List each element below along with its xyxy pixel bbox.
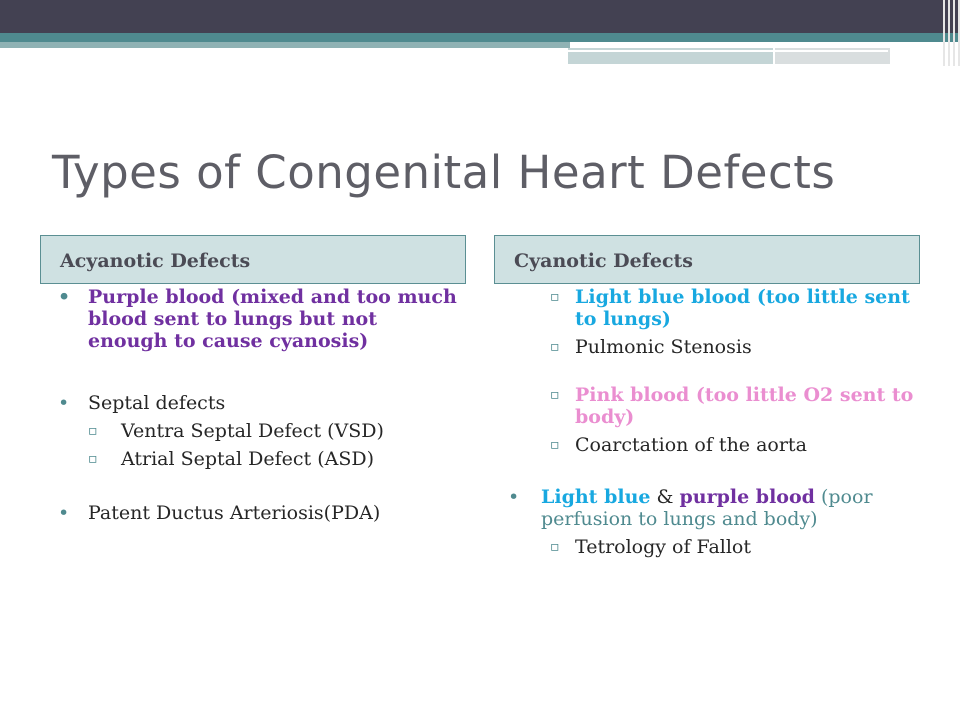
mixed-desc-text: (poor perfusion to lungs and body) bbox=[541, 486, 873, 530]
asd-item: ▫ Atrial Septal Defect (ASD) bbox=[58, 448, 458, 470]
pulmonic-stenosis-item: ▫ Pulmonic Stenosis bbox=[508, 336, 918, 358]
coarctation-item: ▫ Coarctation of the aorta bbox=[508, 434, 918, 456]
tetrology-item: ▫ Tetrology of Fallot bbox=[508, 536, 918, 558]
cyanotic-column bbox=[508, 286, 918, 558]
acyanotic-header: Acyanotic Defects bbox=[40, 235, 466, 284]
mixed-and-text: & bbox=[650, 486, 680, 508]
septal-defects-item: • Septal defects bbox=[58, 392, 458, 414]
purple-blood-item: • Purple blood (mixed and too much blood sent to lungs but not enough to cause cyanosis) bbox=[58, 286, 458, 352]
corner-stripes bbox=[930, 0, 960, 66]
mixed-light-blue-text: Light blue bbox=[541, 486, 651, 508]
acyanotic-column bbox=[58, 286, 458, 524]
top-teal-light-bar bbox=[0, 42, 570, 48]
top-white-line bbox=[568, 50, 888, 52]
top-teal-bar bbox=[0, 33, 960, 42]
vsd-item: ▫ Ventra Septal Defect (VSD) bbox=[58, 420, 458, 442]
light-blue-blood-item: ▫ Light blue blood (too little sent to lungs) bbox=[508, 286, 918, 330]
pda-item: • Patent Ductus Arteriosis(PDA) bbox=[58, 502, 458, 524]
mixed-purple-text: purple blood bbox=[679, 486, 815, 508]
slide-title: Types of Congenital Heart Defects bbox=[52, 146, 836, 199]
mixed-blood-item bbox=[508, 486, 918, 530]
cyanotic-header: Cyanotic Defects bbox=[494, 235, 920, 284]
top-dark-bar bbox=[0, 0, 960, 33]
pink-blood-item: ▫ Pink blood (too little O2 sent to body) bbox=[508, 384, 918, 428]
